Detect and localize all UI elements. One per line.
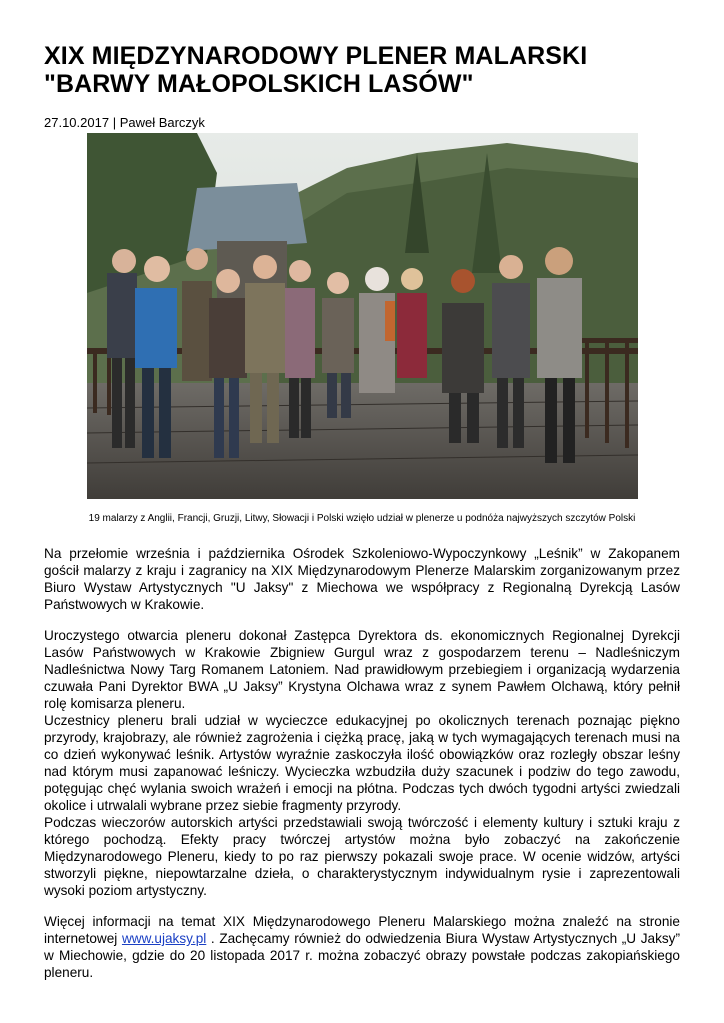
- photo-caption: 19 malarzy z Anglii, Francji, Gruzji, Litwy, Słowacji i Polski wzięło udział w plenerze u podnóża najwyższych szczytów Polski: [88, 513, 636, 524]
- website-link[interactable]: www.ujaksy.pl: [121, 931, 207, 946]
- paragraph: Podczas wieczorów autorskich artyści przedstawiali swoją twórczość i elementy kultury i sztuki kraju z którego pochodzą. Efekty pracy twórczej artystów można było zobaczyć na zakończenie Międzynarodowego Pleneru, kiedy to po raz pierwszy pokazali swoje prace. W ocenie widzów, artyści stworzyli piękne, niepowtarzalne dzieła, o charakterystycznym indywidualnym rysie i zaprezentowali wysoki poziom artystyczny.: [44, 815, 680, 898]
- paragraph: Na przełomie września i października Ośrodek Szkoleniowo-Wypoczynkowy „Leśnik” w Zakopanem gościł malarzy z kraju i zagranicy na XIX Międzynarodowym Plenerze Malarskim zorganizowanym przez Biuro Wystaw Artystycznych "U Jaksy" z Miechowa we współpracy z Regionalną Dyrekcją Lasów Państwowych w Krakowie.: [44, 546, 680, 612]
- article-title: XIX MIĘDZYNARODOWY PLENER MALARSKI "BARWY MAŁOPOLSKICH LASÓW": [44, 42, 588, 98]
- meta-separator: |: [109, 115, 120, 130]
- closing-text-end: . Zachęcamy również do odwiedzenia Biura Wystaw Artystycznych „U Jaksy” w Miechowie, gdzie do 20 listopada 2017 r. można zobaczyć obrazy powstałe podczas zakopiańskiego pleneru.: [44, 931, 681, 980]
- paragraph: Uroczystego otwarcia pleneru dokonał Zastępca Dyrektora ds. ekonomicznych Regionalnej Dyrekcji Lasów Państwowych w Krakowie Zbigniew Gurgul wraz z gospodarzem terenu – Nadleśniczym Nadleśnictwa Nowy Targ Romanem Latoniem. Nad prawidłowym przebiegiem i organizacją wydarzenia czuwała Pani Dyrektor BWA „U Jaksy” Krystyna Olchawa wraz z synem Pawłem Olchawą, który pełnił rolę komisarza pleneru.: [44, 628, 680, 711]
- paragraph: Uczestnicy pleneru brali udział w wycieczce edukacyjnej po okolicznych terenach poznając piękno przyrody, krajobrazy, ale również zagrożenia i ciężką pracę, jaką w tych wymagających terenach musi na co dzień wykonywać leśnik. Artystów wyraźnie zaskoczyła ilość obowiązków oraz rozległy obszar leśny nad którym musi zapanować leśniczy. Wycieczka wzbudziła duży szacunek i podziw do tego zawodu, potęgując chęć wylania swoich wrażeń i emocji na płótna. Podczas tych dwóch tygodni artyści zwiedzali okolice i utrwalali wybrane przez siebie fragmenty przyrody.: [44, 713, 680, 813]
- group-photo: [87, 133, 638, 499]
- article-body: [44, 545, 680, 981]
- article-author: Paweł Barczyk: [119, 115, 205, 130]
- closing-text-start: Więcej informacji na temat XIX Międzynarodowego Pleneru Malarskiego można znaleźć na stronie internetowej: [44, 914, 680, 946]
- article-date: 27.10.2017: [44, 115, 110, 130]
- closing-paragraph: [44, 913, 680, 981]
- article-meta: [44, 115, 205, 130]
